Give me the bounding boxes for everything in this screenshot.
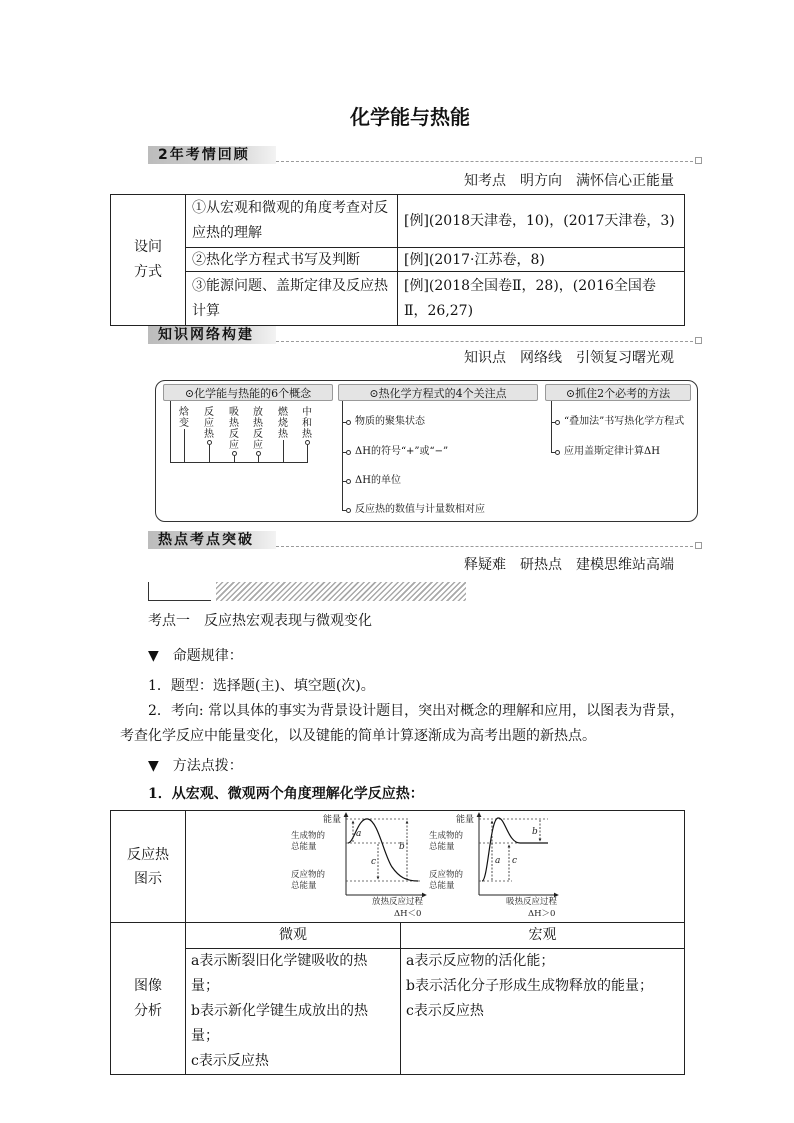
concept-label: 放热反应 — [253, 407, 263, 451]
analysis-item: b表示新化学键生成放出的热量； — [191, 1003, 368, 1044]
rule-item-continuation: 考查化学反应中能量变化，以及键能的简单计算逐渐成为高考出题的新热点。 — [120, 728, 596, 744]
section-header-network — [148, 326, 702, 344]
delta-h-label: ΔH＜0 — [394, 909, 422, 919]
mark-a: a — [356, 829, 362, 839]
analysis-row-header — [111, 923, 186, 1075]
connector-dot — [207, 440, 212, 445]
section-subtitle-hotspot: 释疑难 研热点 建模思维站高端 — [464, 557, 674, 573]
section-header-hotspot — [148, 531, 702, 549]
list-item: 应用盖斯定律计算ΔH — [564, 446, 660, 457]
upper-level-label: 总能量 — [429, 842, 455, 852]
topic-cell: ①从宏观和微观的角度考查对反应热的理解 — [186, 195, 398, 248]
analysis-item: a表示反应物的活化能； — [406, 953, 555, 969]
list-item: “叠加法”书写热化学方程式 — [564, 416, 685, 427]
concept-label: 反应热 — [204, 407, 214, 440]
section-header-label: 2年考情回顾 — [158, 147, 250, 163]
review-table — [110, 194, 685, 326]
section-header-review — [148, 146, 702, 164]
analysis-item: a表示断裂旧化学键吸收的热量； — [191, 953, 368, 994]
list-item: ΔH的符号“+”或“−” — [355, 446, 449, 457]
mark-a: a — [495, 856, 501, 866]
section-subtitle-network: 知识点 网络线 引领复习曙光观 — [464, 350, 674, 366]
tree-stub — [209, 445, 210, 462]
list-item: 物质的聚集状态 — [355, 416, 425, 427]
reaction-heat-table — [110, 810, 685, 1075]
lower-level-label: 反应物的 — [429, 870, 464, 880]
topic-bracket-decoration — [148, 582, 211, 601]
example-cell: [例](2018全国卷Ⅱ，28)，(2016全国卷Ⅱ，26,27) — [398, 272, 685, 326]
tree-stub — [283, 440, 284, 462]
table-row — [111, 949, 685, 1075]
header-end-square-icon — [695, 157, 702, 164]
connector-dot — [555, 450, 560, 455]
macro-analysis-cell — [401, 949, 685, 1075]
header-line: 图像 — [134, 977, 162, 994]
lower-level-label: 反应物的 — [291, 870, 326, 880]
equation-points-heading: ⊙热化学方程式的4个关注点 — [338, 384, 538, 401]
energy-axis-label: 能量 — [456, 815, 475, 825]
header-rule — [276, 161, 693, 162]
connector-dot — [346, 479, 351, 484]
analysis-item: c表示反应热 — [191, 1053, 269, 1069]
section-header-label: 热点考点突破 — [158, 532, 254, 548]
concept-label: 燃烧热 — [278, 407, 288, 440]
knowledge-network-diagram — [155, 380, 698, 522]
energy-diagrams — [186, 811, 685, 922]
header-line: 分析 — [134, 1002, 162, 1019]
concepts-heading: ⊙化学能与热能的6个概念 — [163, 384, 333, 401]
energy-diagram-cell — [186, 811, 685, 923]
topic-cell: ②热化学方程式书写及判断 — [186, 248, 398, 272]
section-header-label: 知识网络构建 — [158, 327, 254, 343]
analysis-item: b表示活化分子形成生成物释放的能量； — [406, 978, 653, 994]
endothermic-diagram — [429, 813, 558, 919]
topic-cell: ③能源问题、盖斯定律及反应热计算 — [186, 272, 398, 326]
table-row — [111, 248, 685, 272]
table-row — [111, 195, 685, 248]
concept-label: 吸热反应 — [229, 407, 239, 451]
concept-label: 焓变 — [179, 407, 189, 429]
header-line: 图示 — [134, 870, 162, 887]
upper-level-label: 总能量 — [291, 842, 317, 852]
rule-item: 1．题型：选择题(主)、填空题(次)。 — [148, 678, 375, 694]
methods-heading: ⊙抓住2个必考的方法 — [545, 384, 691, 401]
figure-row-header — [111, 811, 186, 923]
rule-item: 2．考向: 常以具体的事实为背景设计题目，突出对概念的理解和应用，以图表为背景， — [148, 703, 685, 719]
connector-dot — [256, 451, 261, 456]
analysis-item: c表示反应热 — [406, 1003, 484, 1019]
header-rule — [276, 341, 693, 342]
table-row — [111, 272, 685, 326]
connector-dot — [305, 440, 310, 445]
tree-stub — [184, 429, 185, 462]
list-trunk — [342, 401, 343, 511]
list-item: 反应热的数值与计量数相对应 — [355, 504, 485, 515]
connector-dot — [232, 451, 237, 456]
x-axis-label: 吸热反应过程 — [506, 897, 558, 907]
tree-trunk — [170, 401, 171, 463]
topic-title: 考点一 反应热宏观表现与微观变化 — [148, 613, 372, 629]
list-trunk — [551, 401, 552, 453]
header-end-square-icon — [695, 337, 702, 344]
section-subtitle-review: 知考点 明方向 满怀信心正能量 — [464, 173, 674, 189]
example-cell: [例](2018天津卷，10)，(2017天津卷，3) — [398, 195, 685, 248]
header-end-square-icon — [695, 542, 702, 549]
header-line: 设问 — [134, 239, 162, 255]
header-rule — [276, 546, 693, 547]
header-line: 反应热 — [127, 846, 169, 863]
upper-level-label: 生成物的 — [291, 831, 326, 841]
connector-dot — [346, 420, 351, 425]
exothermic-diagram — [291, 813, 426, 919]
tree-stub — [258, 456, 259, 462]
header-line: 方式 — [134, 264, 162, 280]
method-item: 1．从宏观、微观两个角度理解化学反应热： — [148, 786, 424, 802]
mark-b: b — [532, 827, 538, 837]
striped-bar-decoration — [216, 582, 466, 601]
page-title: 化学能与热能 — [350, 105, 470, 129]
lower-level-label: 总能量 — [429, 881, 455, 891]
mark-b: b — [399, 842, 405, 852]
mark-c: c — [371, 857, 377, 867]
micro-heading: 微观 — [186, 923, 401, 949]
tree-stub — [307, 445, 308, 462]
micro-analysis-cell — [186, 949, 401, 1075]
question-type-header — [111, 195, 186, 326]
upper-level-label: 生成物的 — [429, 831, 464, 841]
connector-dot — [346, 450, 351, 455]
method-heading: ▼ 方法点拨： — [148, 758, 243, 774]
energy-axis-label: 能量 — [323, 815, 342, 825]
mark-c: c — [512, 856, 518, 866]
lower-level-label: 总能量 — [291, 881, 317, 891]
delta-h-label: ΔH＞0 — [528, 909, 556, 919]
tree-stub — [234, 456, 235, 462]
x-axis-label: 放热反应过程 — [372, 897, 424, 907]
list-item: ΔH的单位 — [355, 475, 401, 486]
tree-baseline — [170, 462, 308, 463]
table-row — [111, 923, 685, 949]
example-cell: [例](2017·江苏卷，8) — [398, 248, 685, 272]
connector-dot — [555, 420, 560, 425]
connector-dot — [346, 508, 351, 513]
table-row — [111, 811, 685, 923]
rules-heading: ▼ 命题规律： — [148, 648, 243, 664]
macro-heading: 宏观 — [401, 923, 685, 949]
concept-label: 中和热 — [302, 407, 312, 440]
